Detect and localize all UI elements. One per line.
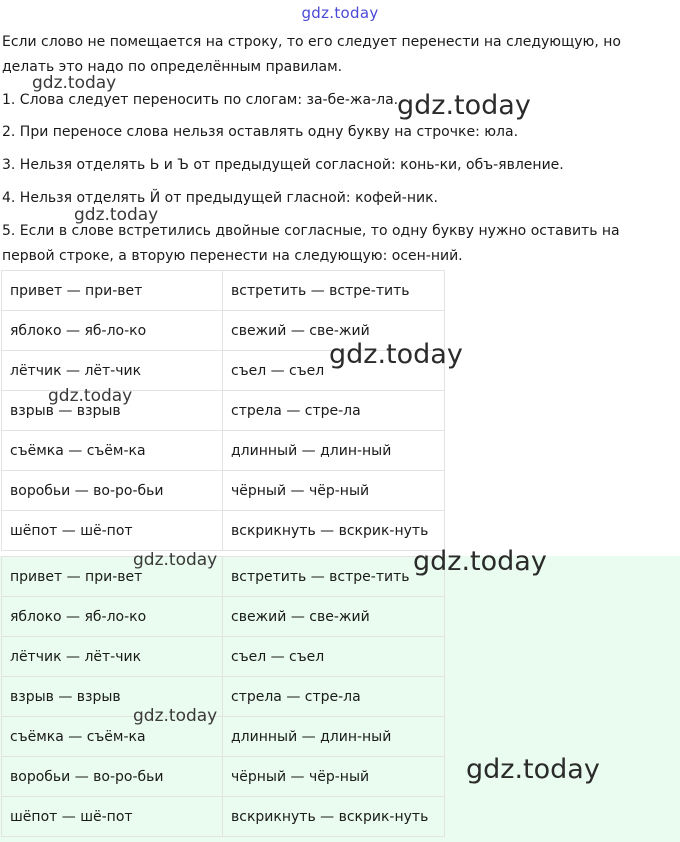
- watermark: gdz.today: [133, 706, 218, 726]
- hyphenation-table-answer: [1, 556, 445, 837]
- rule-1: 1. Слова следует переносить по слогам: за-бе-жа-ла.: [2, 92, 399, 108]
- watermark: gdz.today: [466, 754, 600, 785]
- intro-paragraph: Если слово не помещается на строку, то его следует перенести на следующую, но делать это надо по определённым правилам.: [2, 34, 621, 75]
- table-cell: съёмка — съём-ка: [2, 431, 223, 471]
- table-cell: вскрикнуть — вскрик-нуть: [223, 797, 445, 837]
- table-cell: лётчик — лёт-чик: [2, 351, 223, 391]
- table-cell: яблоко — яб-ло-ко: [2, 311, 223, 351]
- rule-5: 5. Если в слове встретились двойные согласные, то одну букву нужно оставить на первой строке, а вторую перенести на следующую: осен-ний.: [2, 223, 620, 264]
- table-row: [2, 717, 445, 757]
- table-cell: воробьи — во-ро-бьи: [2, 471, 223, 511]
- table-row: [2, 637, 445, 677]
- watermark: gdz.today: [397, 90, 531, 121]
- table-cell: шёпот — шё-пот: [2, 511, 223, 551]
- table-cell: вскрикнуть — вскрик-нуть: [223, 511, 445, 551]
- table-cell: съел — съел: [223, 637, 445, 677]
- watermark: gdz.today: [329, 339, 463, 370]
- table-cell: шёпот — шё-пот: [2, 797, 223, 837]
- table-cell: длинный — длин-ный: [223, 431, 445, 471]
- table-cell: стрела — стре-ла: [223, 677, 445, 717]
- table-cell: съёмка — съём-ка: [2, 717, 223, 757]
- table-row: [2, 471, 445, 511]
- table-row: [2, 271, 445, 311]
- watermark: gdz.today: [133, 550, 218, 570]
- table-cell: взрыв — взрыв: [2, 677, 223, 717]
- table-cell: привет — при-вет: [2, 271, 223, 311]
- table-cell: яблоко — яб-ло-ко: [2, 597, 223, 637]
- rule-3: 3. Нельзя отделять Ь и Ъ от предыдущей согласной: конь-ки, объ-явление.: [2, 157, 564, 173]
- table-cell: воробьи — во-ро-бьи: [2, 757, 223, 797]
- watermark: gdz.today: [48, 386, 133, 406]
- table-cell: встретить — встре-тить: [223, 557, 445, 597]
- watermark: gdz.today: [32, 73, 117, 93]
- table-cell: лётчик — лёт-чик: [2, 637, 223, 677]
- table-row: [2, 391, 445, 431]
- table-row: [2, 797, 445, 837]
- table-row: [2, 431, 445, 471]
- rule-4: 4. Нельзя отделять Й от предыдущей гласной: кофей-ник.: [2, 190, 438, 206]
- table-cell: съел — съел: [223, 351, 445, 391]
- header-watermark: gdz.today: [301, 4, 379, 22]
- table-cell: свежий — све-жий: [223, 597, 445, 637]
- rule-2: 2. При переносе слова нельзя оставлять одну букву на строчке: юла.: [2, 124, 519, 140]
- table-row: [2, 511, 445, 551]
- table-cell: чёрный — чёр-ный: [223, 471, 445, 511]
- table-cell: чёрный — чёр-ный: [223, 757, 445, 797]
- table-cell: встретить — встре-тить: [223, 271, 445, 311]
- table-row: [2, 597, 445, 637]
- table-cell: привет — при-вет: [2, 557, 223, 597]
- watermark: gdz.today: [413, 546, 547, 577]
- watermark: gdz.today: [74, 205, 159, 225]
- table-cell: свежий — све-жий: [223, 311, 445, 351]
- table-cell: длинный — длин-ный: [223, 717, 445, 757]
- table-row: [2, 351, 445, 391]
- hyphenation-table: [1, 270, 445, 551]
- table-row: [2, 557, 445, 597]
- table-cell: взрыв — взрыв: [2, 391, 223, 431]
- table-row: [2, 677, 445, 717]
- table-row: [2, 757, 445, 797]
- table-cell: стрела — стре-ла: [223, 391, 445, 431]
- table-row: [2, 311, 445, 351]
